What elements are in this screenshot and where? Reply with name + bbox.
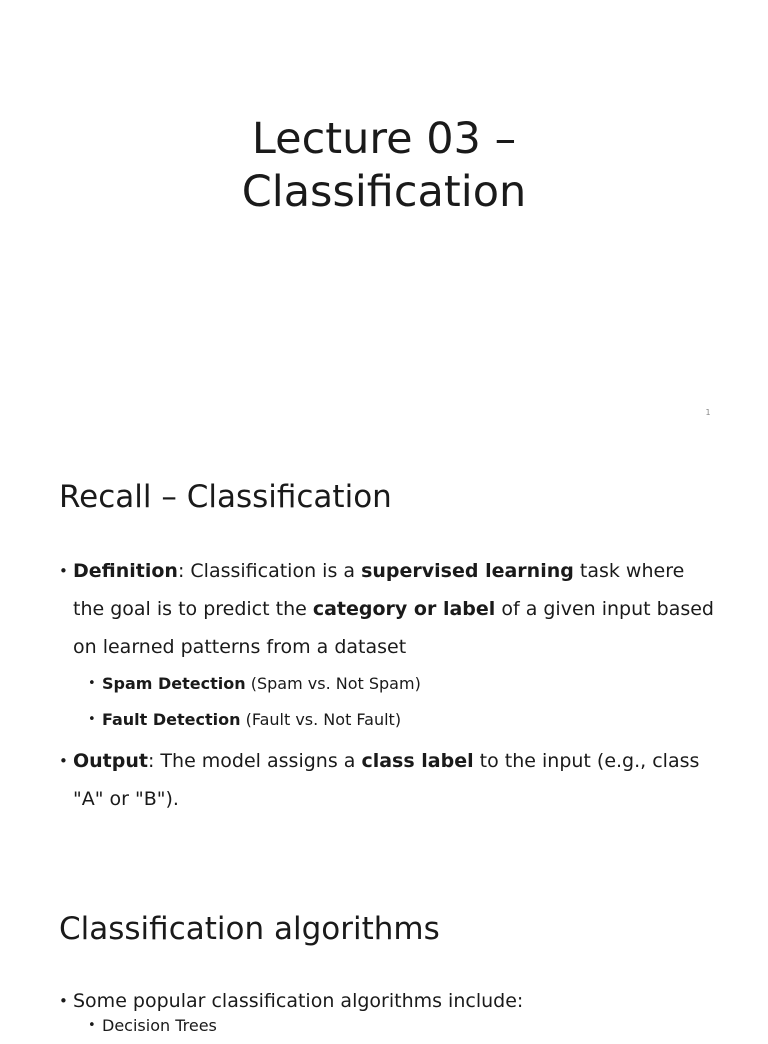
example-label: Fault Detection xyxy=(102,710,241,729)
output-text-2: to the input (e.g., class "A" or "B"). xyxy=(73,750,700,810)
algorithm-item: • Decision Trees xyxy=(88,1008,719,1044)
title-line-1: Lecture 03 – xyxy=(251,114,517,164)
slide-heading: Recall – Classification xyxy=(59,479,392,515)
definition-bold-2: category or label xyxy=(312,598,496,620)
example-spam xyxy=(88,666,719,702)
title-line-2: Classification xyxy=(241,167,527,217)
definition-text-1: : Classification is a xyxy=(177,560,362,582)
example-text: (Fault vs. Not Fault) xyxy=(240,710,402,729)
slide-heading: Classification algorithms xyxy=(59,911,440,947)
definition-label: Definition xyxy=(73,560,178,582)
page-number: 1 xyxy=(705,408,711,417)
slide-title-heading xyxy=(0,113,768,219)
slide-body xyxy=(59,982,719,1044)
definition-text-2: task where the goal is to predict the xyxy=(73,560,685,620)
example-text: (Spam vs. Not Spam) xyxy=(245,674,421,693)
output-bullet xyxy=(59,742,719,818)
slide-title xyxy=(0,0,768,432)
output-label: Output xyxy=(73,750,148,772)
definition-text-3: of a given input based on learned patterns from a dataset xyxy=(73,598,714,658)
slide-body xyxy=(59,552,719,818)
slide-classification-algorithms xyxy=(0,864,768,1035)
intro-bullet: • Some popular classification algorithms include: xyxy=(59,982,719,1020)
example-fault xyxy=(88,702,719,738)
output-text-1: : The model assigns a xyxy=(147,750,362,772)
example-label: Spam Detection xyxy=(102,674,246,693)
slide-recall-classification xyxy=(0,432,768,864)
definition-bold-1: supervised learning xyxy=(361,560,574,582)
definition-bullet xyxy=(59,552,719,666)
output-bold-1: class label xyxy=(361,750,474,772)
